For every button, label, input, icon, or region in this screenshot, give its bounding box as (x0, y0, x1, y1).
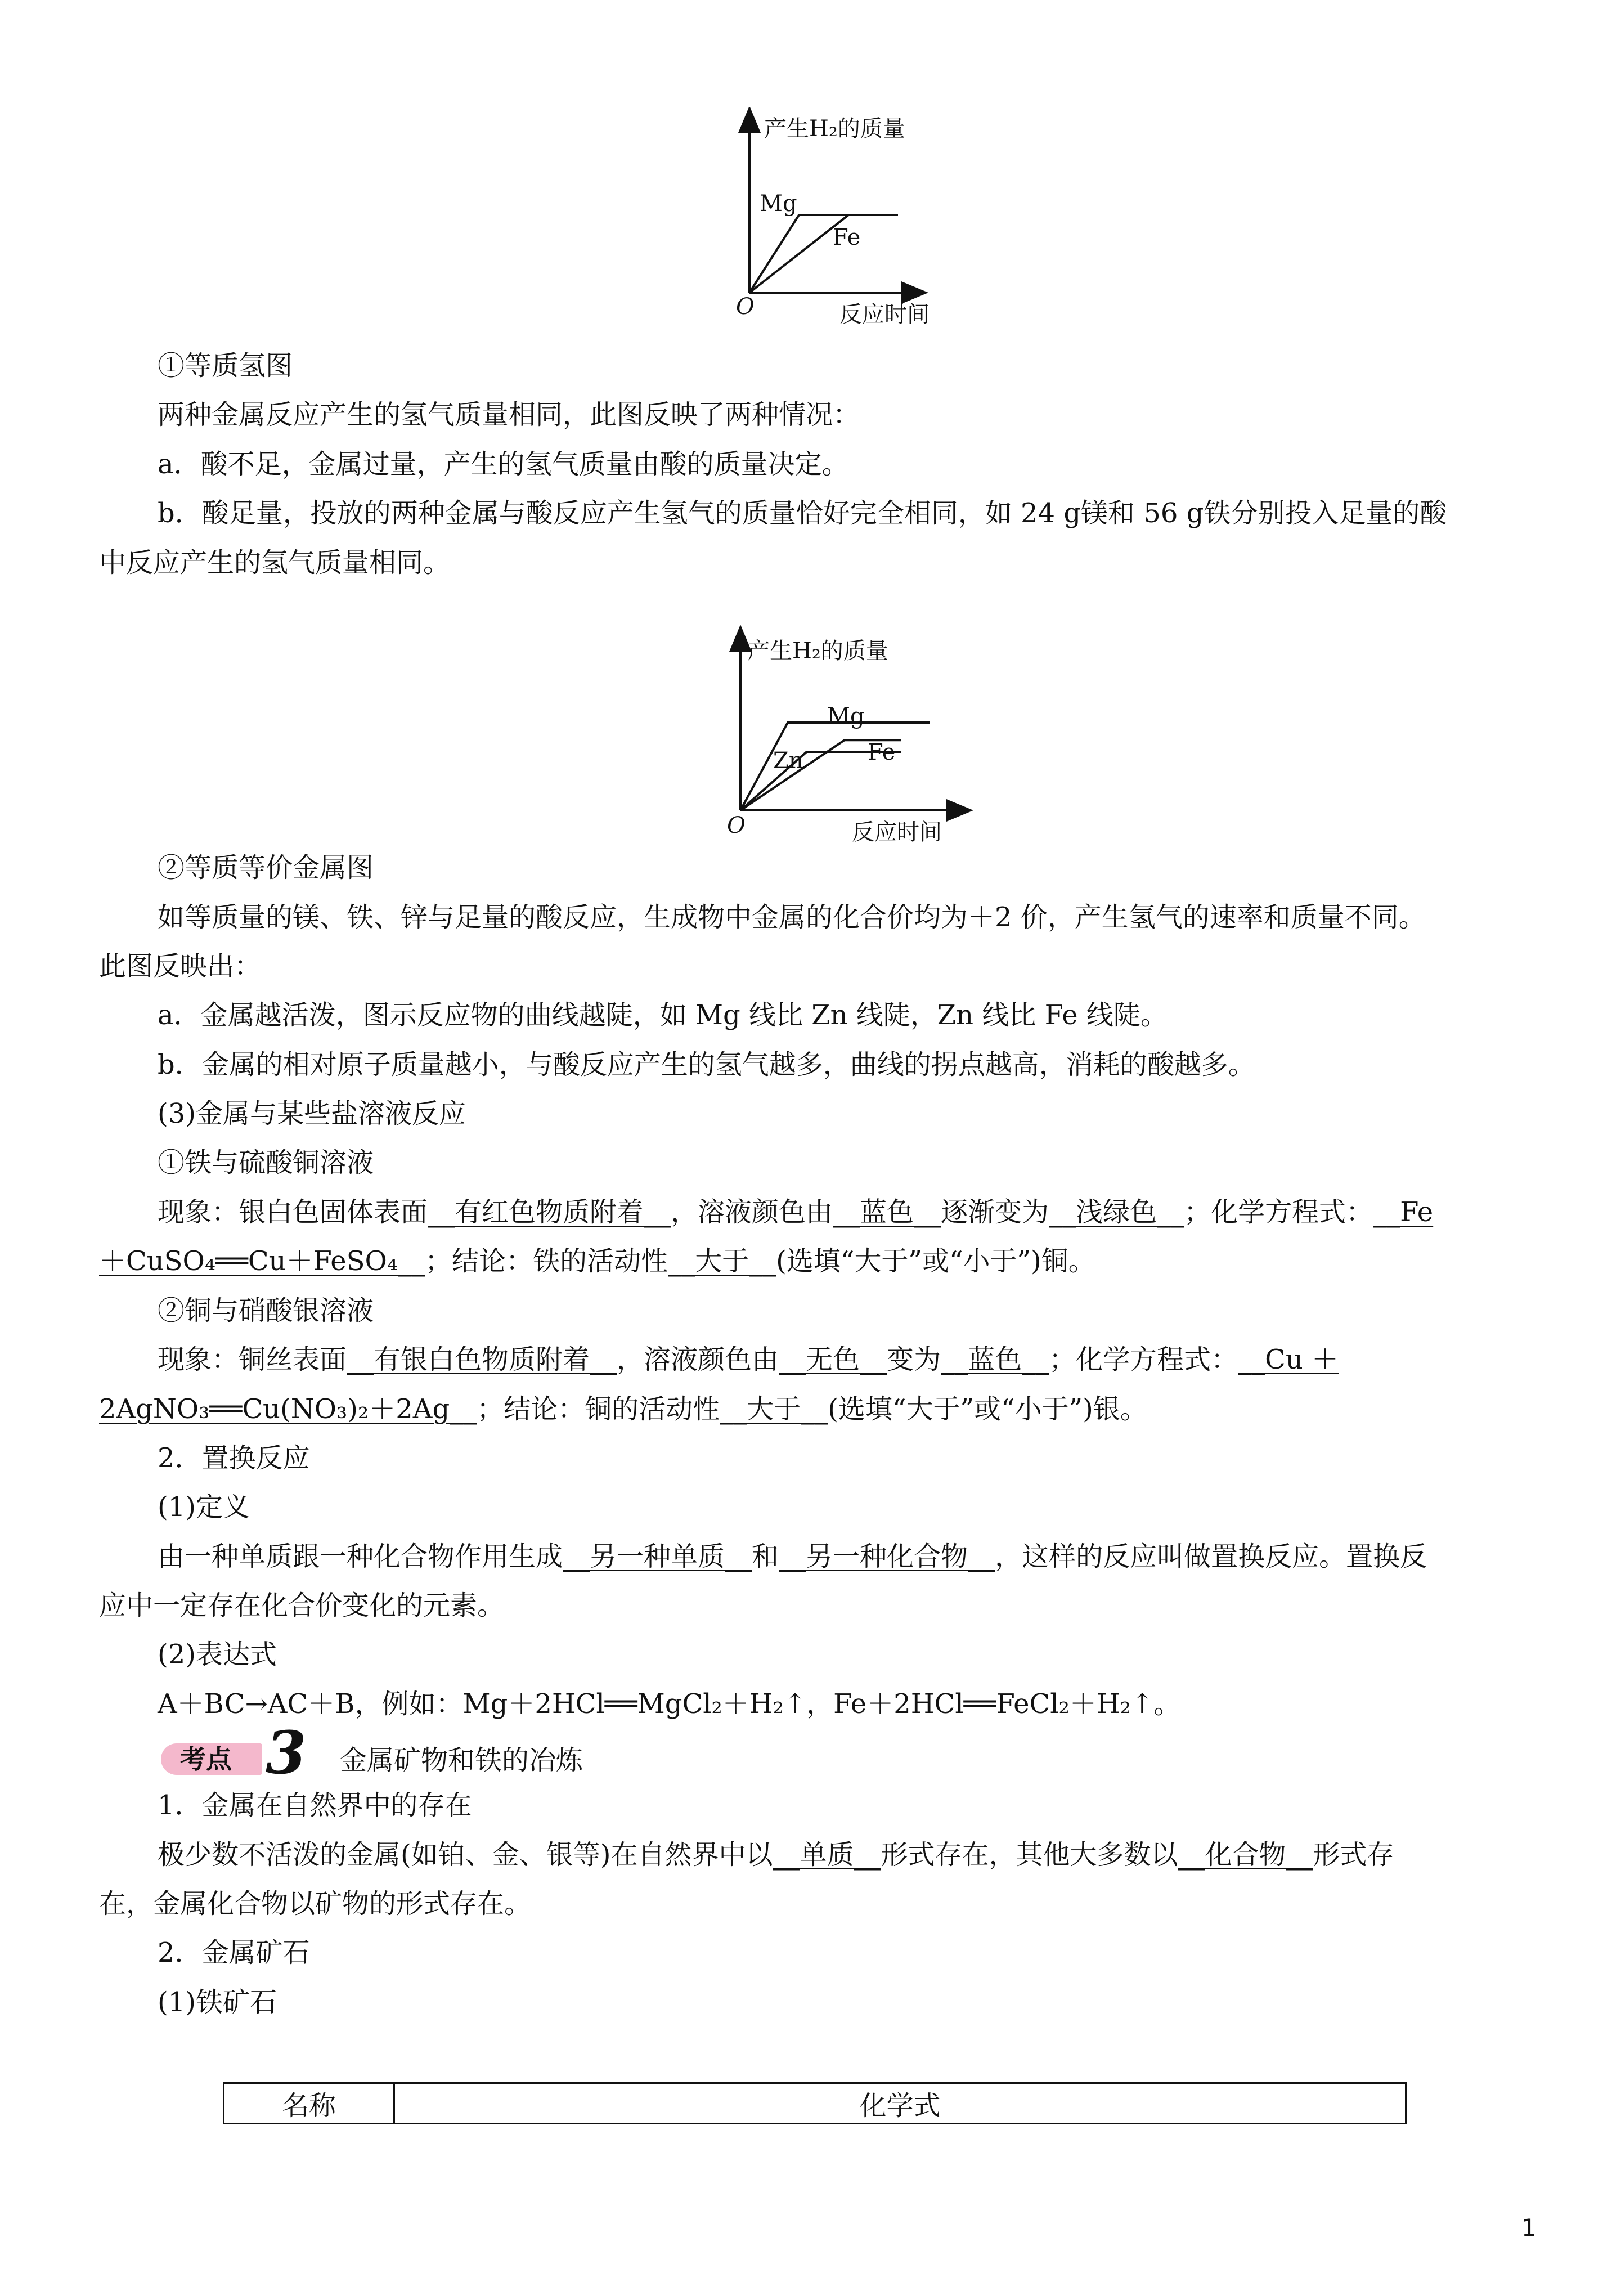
p1-a: a．酸不足，金属过量，产生的氢气质量由酸的质量决定。 (158, 449, 849, 480)
y-axis-label: 产生H₂的质量 (747, 638, 888, 664)
k1-line1: 极少数不活泼的金属(如铂、金、银等)在自然界中以__单质__形式存在，其他大多数以__化合物__形式存 (158, 1839, 1394, 1871)
kaodian-label: 考点 (180, 1744, 232, 1774)
s2-def-line1: 由一种单质跟一种化合物作用生成__另一种单质__和__另一种化合物__，这样的反应叫做置换反应。置换反 (158, 1541, 1427, 1572)
series-line-mg (749, 215, 898, 293)
series-label-fe: Fe (833, 225, 861, 250)
p2-desc1: 如等质量的镁、铁、锌与足量的酸反应，生成物中金属的化合价均为＋2 价，产生氢气的速率和质量不同。 (158, 902, 1426, 933)
series-line-fe (749, 215, 898, 293)
p2-title: ②等质等价金属图 (158, 852, 374, 884)
origin-label: O (736, 294, 755, 320)
table-header-row (224, 2083, 1406, 2124)
s2-expr: A＋BC→AC＋B，例如：Mg＋2HCl══MgCl₂＋H₂↑，Fe＋2HCl══FeCl₂＋H₂↑。 (158, 1688, 1181, 1720)
x-axis-label: 反应时间 (852, 819, 942, 845)
ore-table (223, 2082, 1407, 2124)
p1-b2: 中反应产生的氢气质量相同。 (99, 547, 451, 579)
s2-title: 2．置换反应 (158, 1442, 310, 1474)
series-label-zn: Zn (773, 748, 803, 774)
p1-desc: 两种金属反应产生的氢气质量相同，此图反映了两种情况： (158, 399, 860, 430)
s2-def-title: (1)定义 (158, 1491, 250, 1523)
series-label-mg: Mg (760, 191, 797, 217)
k2-title: 2．金属矿石 (158, 1937, 310, 1968)
kaodian-title: 金属矿物和铁的冶炼 (340, 1745, 583, 1776)
s3-1-title: ①铁与硫酸铜溶液 (158, 1147, 374, 1178)
k2-sub: (1)铁矿石 (158, 1986, 277, 2018)
y-axis-label: 产生H₂的质量 (764, 116, 905, 142)
p1-title: ①等质氢图 (158, 350, 293, 382)
series-label-fe: Fe (868, 739, 896, 765)
p1-b1: b．酸足量，投放的两种金属与酸反应产生氢气的质量恰好完全相同，如 24 g镁和 56 g铁分别投入足量的酸 (158, 497, 1447, 529)
table-header-name: 名称 (224, 2083, 394, 2124)
origin-label: O (727, 813, 746, 838)
s2-expr-title: (2)表达式 (158, 1639, 277, 1670)
x-axis-label: 反应时间 (839, 302, 930, 328)
series-line-mg (740, 723, 930, 810)
s3-2-line2: 2AgNO₃══Cu(NO₃)₂＋2Ag__；结论：铜的活动性__大于__(选填“大于”或“小于”)银。 (99, 1393, 1147, 1425)
s3-1-line2: ＋CuSO₄══Cu＋FeSO₄__；结论：铁的活动性__大于__(选填“大于”或“小于”)铜。 (99, 1245, 1095, 1277)
s3-2-title: ②铜与硝酸银溶液 (158, 1295, 374, 1326)
p2-desc2: 此图反映出： (99, 950, 262, 982)
page-number: 1 (1521, 2214, 1537, 2241)
s2-def-line2: 应中一定存在化合价变化的元素。 (99, 1590, 505, 1621)
s3-2-line1: 现象：铜丝表面__有银白色物质附着__，溶液颜色由__无色__变为__蓝色__；化学方程式：__Cu ＋ (158, 1344, 1339, 1375)
k1-title: 1．金属在自然界中的存在 (158, 1790, 472, 1821)
s3-1-line1: 现象：银白色固体表面__有红色物质附着__，溶液颜色由__蓝色__逐渐变为__浅绿色__；化学方程式：__Fe (158, 1196, 1434, 1228)
kaodian-number: 3 (266, 1718, 307, 1787)
chart-equal-valence (715, 625, 985, 850)
chart-equal-hydrogen (720, 107, 957, 332)
table-header-formula: 化学式 (394, 2083, 1406, 2124)
series-label-mg: Mg (827, 703, 865, 729)
k1-line2: 在，金属化合物以矿物的形式存在。 (99, 1888, 532, 1920)
p2-b: b．金属的相对原子质量越小，与酸反应产生的氢气越多，曲线的拐点越高，消耗的酸越多。 (158, 1049, 1255, 1080)
s3-title: (3)金属与某些盐溶液反应 (158, 1098, 466, 1129)
p2-a: a．金属越活泼，图示反应物的曲线越陡，如 Mg 线比 Zn 线陡，Zn 线比 Fe 线陡。 (158, 999, 1168, 1031)
